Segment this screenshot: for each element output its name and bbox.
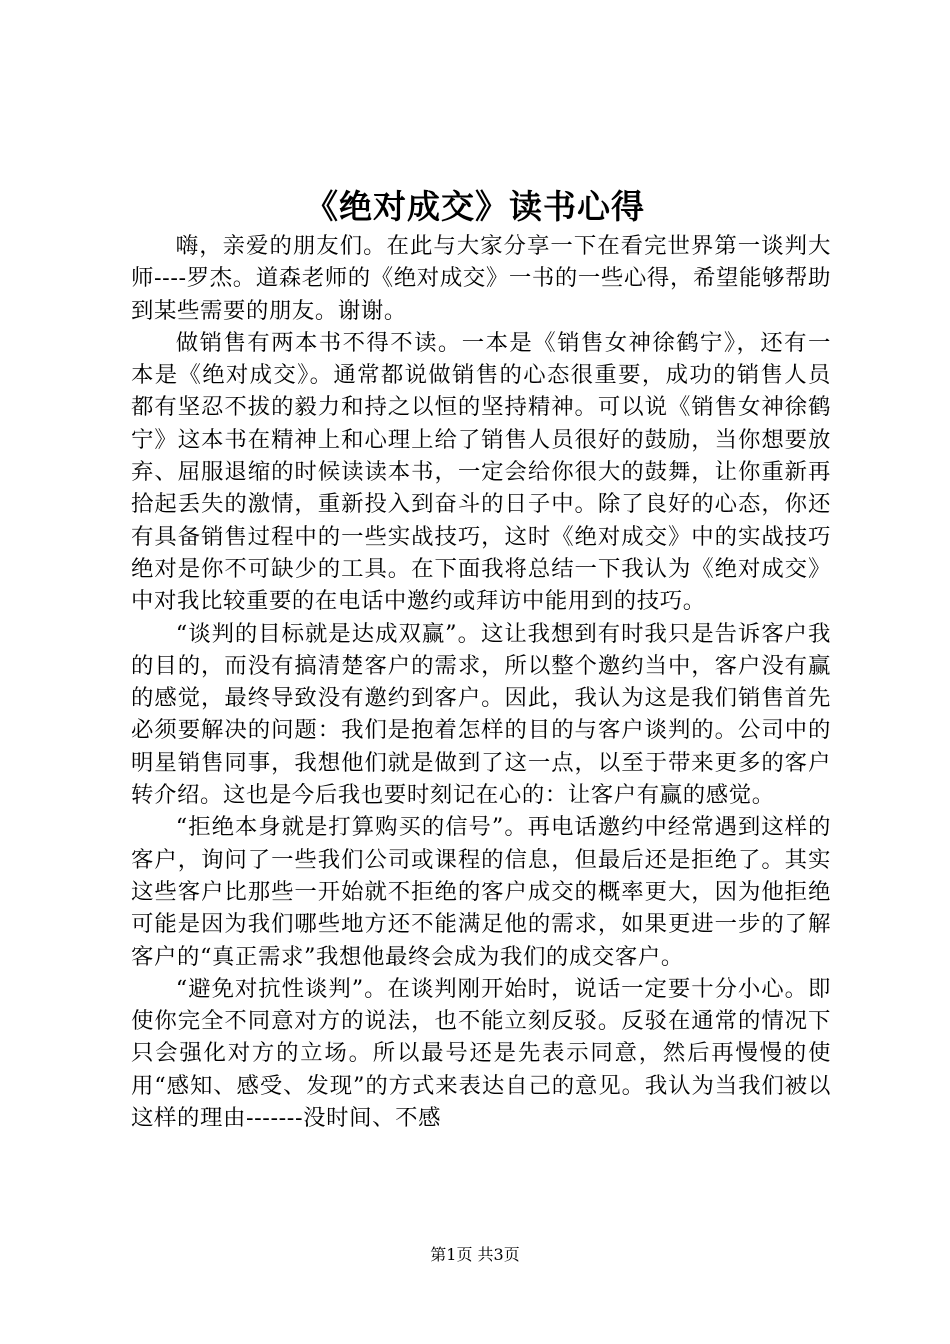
paragraph-win-win: “谈判的目标就是达成双赢”。这让我想到有时我只是告诉客户我的目的，而没有搞清楚客户的需求，所以整个邀约当中，客户没有赢的感觉，最终导致没有邀约到客户。因此，我认为这是我们销售首先必须要解决的问题：我们是抱着怎样的目的与客户谈判的。公司中的明星销售同事，我想他们就是做到了这一点，以至于带来更多的客户转介绍。这也是今后我也要时刻记在心的：让客户有赢的感觉。: [131, 620, 831, 809]
paragraph-rejection-signal: “拒绝本身就是打算购买的信号”。再电话邀约中经常遇到这样的客户，询问了一些我们公司或课程的信息，但最后还是拒绝了。其实这些客户比那些一开始就不拒绝的客户成交的概率更大，因为他拒绝可能是因为我们哪些地方还不能满足他的需求，如果更进一步的了解客户的“真正需求”我想他最终会成为我们的成交客户。: [131, 814, 831, 970]
paragraph-two-books: 做销售有两本书不得不读。一本是《销售女神徐鹤宁》，还有一本是《绝对成交》。通常都说做销售的心态很重要，成功的销售人员都有坚忍不拔的毅力和持之以恒的坚持精神。可以说《销售女神徐鹤宁》这本书在精神上和心理上给了销售人员很好的鼓励，当你想要放弃、屈服退缩的时候读读本书，一定会给你很大的鼓舞，让你重新再拾起丢失的激情，重新投入到奋斗的日子中。除了良好的心态，你还有具备销售过程中的一些实战技巧，这时《绝对成交》中的实战技巧绝对是你不可缺少的工具。在下面我将总结一下我认为《绝对成交》中对我比较重要的在电话中邀约或拜访中能用到的技巧。: [131, 329, 831, 615]
page-number-footer: 第1页 共3页: [430, 1245, 520, 1264]
document-body: [131, 230, 831, 1134]
paragraph-avoid-confrontation: “避免对抗性谈判”。在谈判刚开始时，说话一定要十分小心。即使你完全不同意对方的说法，也不能立刻反驳。反驳在通常的情况下只会强化对方的立场。所以最号还是先表示同意，然后再慢慢的使用“感知、感受、发现”的方式来表达自己的意见。我认为当我们被以这样的理由-------没时间、不感: [131, 975, 831, 1132]
paragraph-intro: 嗨，亲爱的朋友们。在此与大家分享一下在看完世界第一谈判大师----罗杰。道森老师的《绝对成交》一书的一些心得，希望能够帮助到某些需要的朋友。谢谢。: [131, 233, 831, 324]
document-title: 《绝对成交》读书心得: [305, 187, 645, 226]
